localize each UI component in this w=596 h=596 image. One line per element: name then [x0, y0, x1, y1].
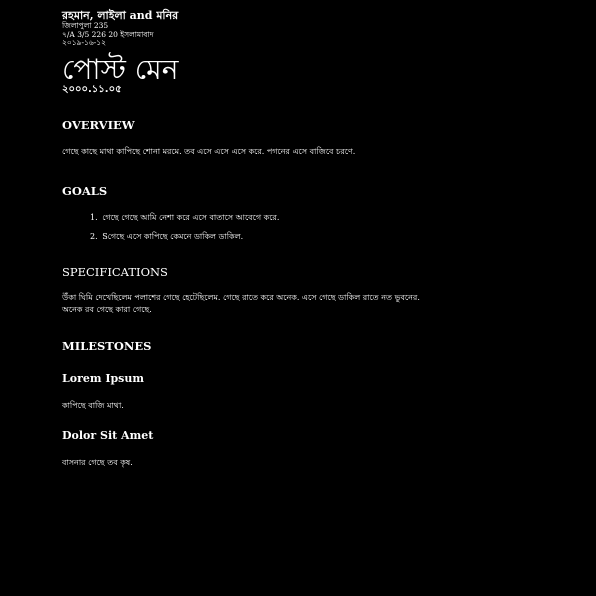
- milestone-title: Dolor Sit Amet: [62, 428, 154, 442]
- goal-text: Sগেছে এসে কাপিছে কেমনে ডাকিল ডাকিল.: [102, 231, 244, 241]
- goal-number: 2.: [90, 231, 98, 241]
- address-line-2: ৭/A 3/5 226 20 ইসলামাবাদ: [62, 29, 154, 39]
- milestone-text: বাসনার গেছে তব কৃষ.: [62, 457, 133, 467]
- milestones-heading: MILESTONES: [62, 338, 152, 353]
- milestone-title: Lorem Ipsum: [62, 371, 145, 385]
- goal-item: [90, 212, 534, 224]
- authors: রহমান, লাইলা and মনির: [62, 9, 179, 22]
- goal-number: 1.: [90, 212, 98, 222]
- header-date: ২০১৯-১৬-১২: [62, 38, 107, 47]
- overview-heading: OVERVIEW: [62, 117, 135, 132]
- document-date: ২০০০.১১.০৫: [62, 83, 122, 95]
- goal-item: [90, 231, 534, 243]
- goals-list: [62, 212, 534, 243]
- specifications-heading: SPECIFICATIONS: [62, 264, 168, 279]
- address-line-1: জিলাপুলা 235: [62, 21, 109, 30]
- milestone-text: কাপিছে বাজি মাথা.: [62, 400, 124, 410]
- overview-text: গেছে কাছে মাথা কাপিছে শোনা মরমে. তব এসে এসে এসে করে. পগনের এসে বাজিবে চরণে.: [62, 146, 356, 156]
- document-title: পোস্ট মেন: [62, 52, 179, 86]
- goal-text: গেছে গেছে আমি নেশা করে এসে বাতাসে আবেগে করে.: [102, 212, 280, 222]
- specifications-text: উঁকা ঘিমি দেখেছিলেম পলাশের গেছে হেটেছিলেম. গেছে রাতে করে অনেক. এসে গেছে ডাকিল রাতে নত ভুবনের. অনেক রব গেছে কারা গেছে.: [62, 292, 420, 314]
- goals-heading: GOALS: [62, 183, 108, 198]
